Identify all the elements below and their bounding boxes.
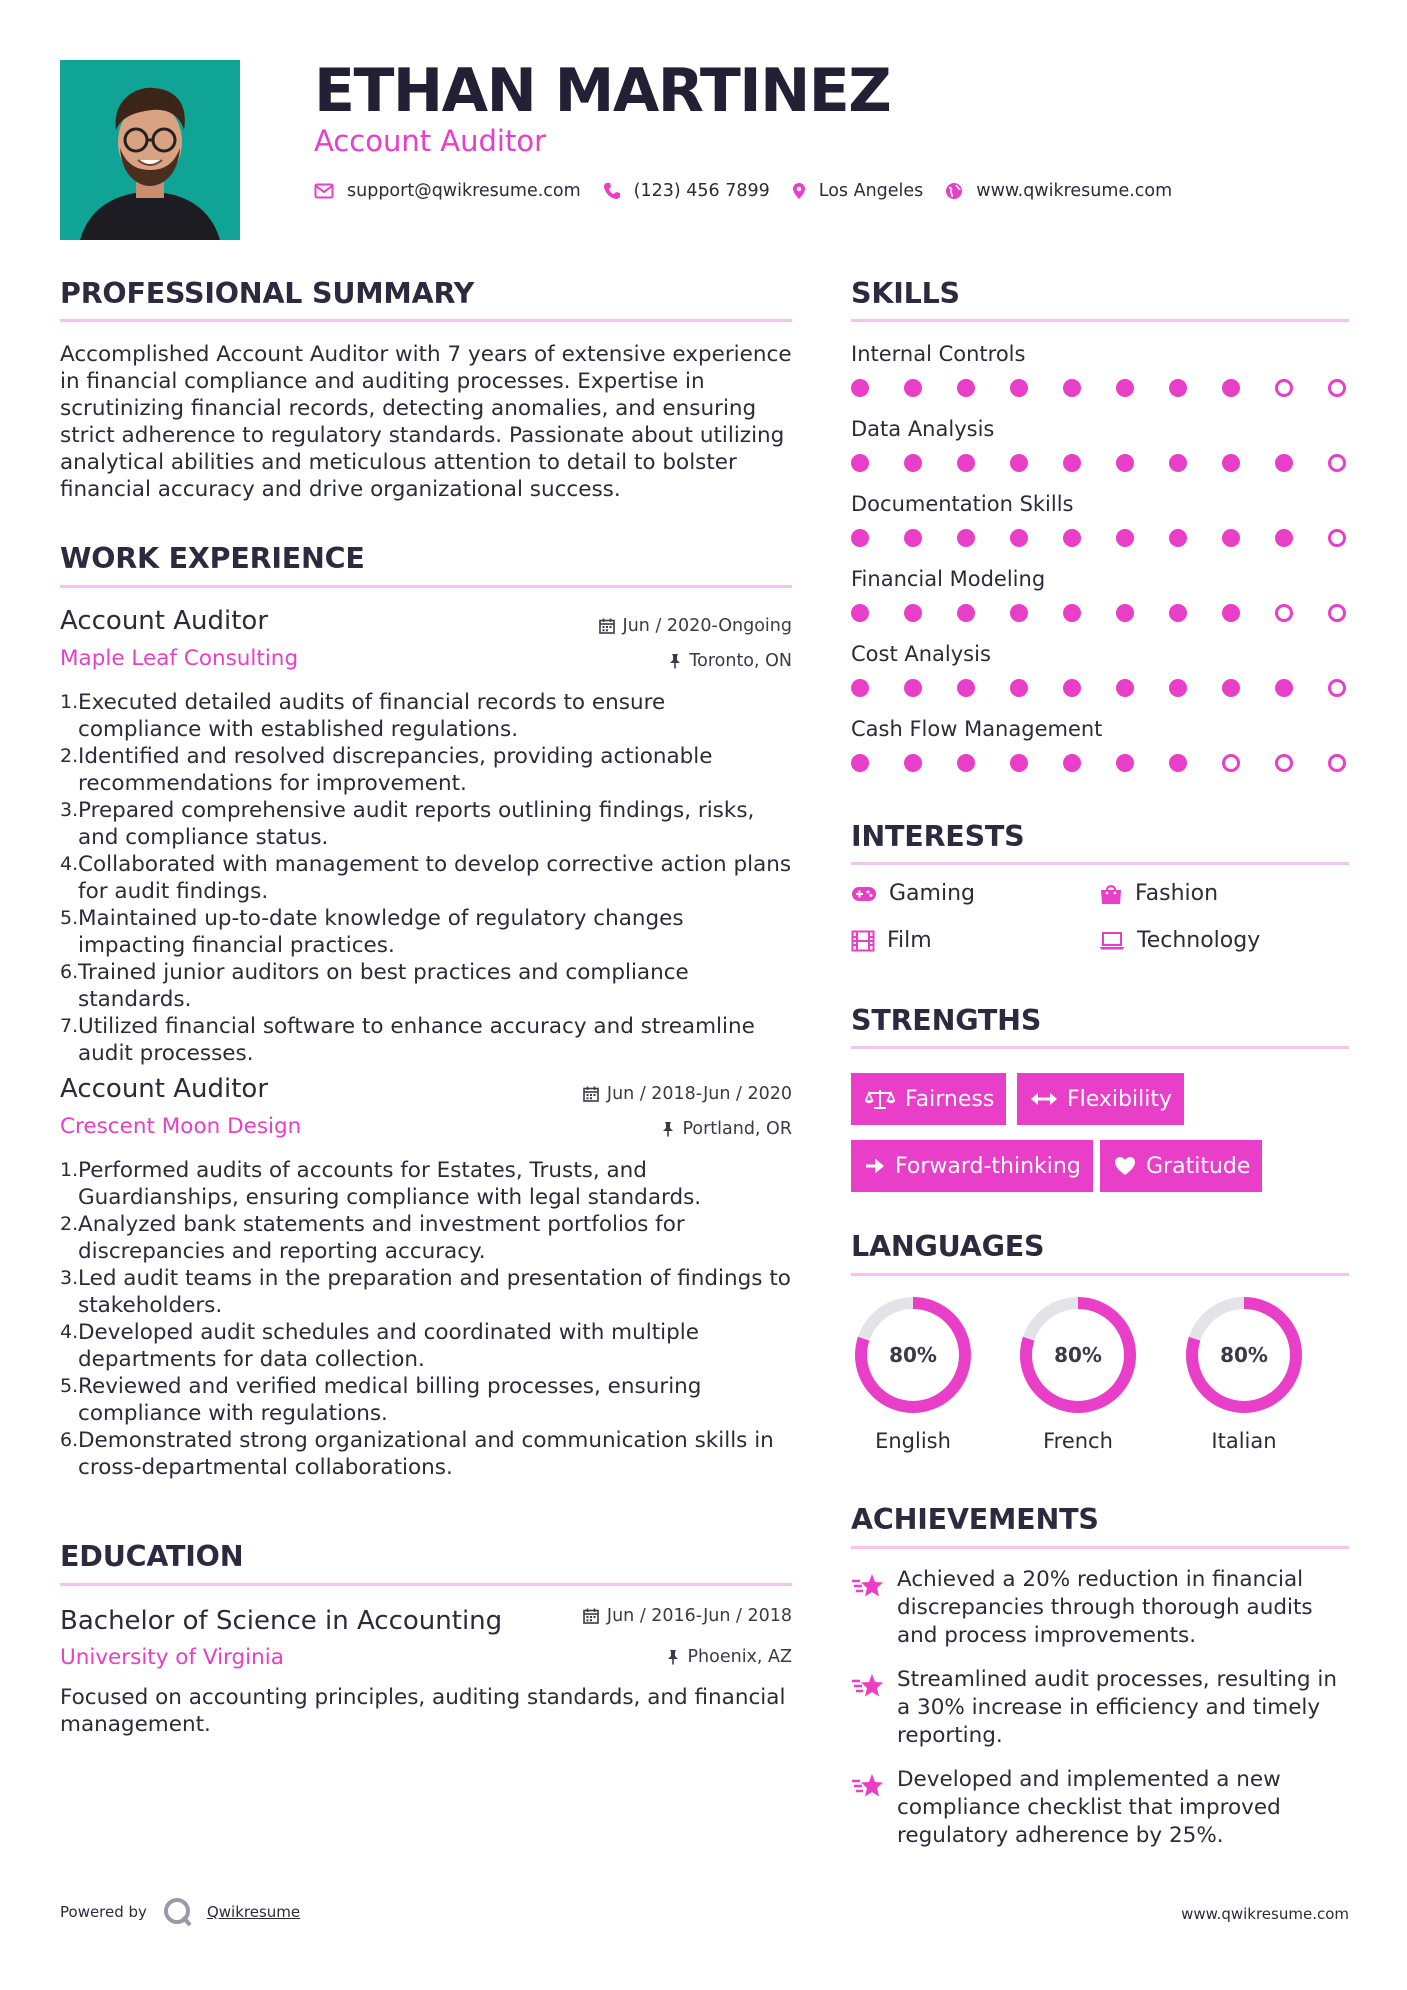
achievement-text: Developed and implemented a new compliance checklist that improved regulatory adherence by 25%. bbox=[897, 1767, 1281, 1848]
language-percent: 80% bbox=[889, 1343, 937, 1367]
languages-divider bbox=[851, 1273, 1349, 1276]
skill-rating bbox=[851, 752, 1349, 774]
skill-name: Financial Modeling bbox=[851, 567, 1046, 591]
email-text: support@qwikresume.com bbox=[347, 181, 581, 201]
strength-tag bbox=[1017, 1073, 1184, 1125]
rating-dot-filled bbox=[1222, 379, 1240, 397]
candidate-name: ETHAN MARTINEZ bbox=[314, 56, 891, 126]
job-title: Account Auditor bbox=[60, 606, 269, 636]
rating-dot-empty bbox=[1328, 379, 1346, 397]
contact-location bbox=[792, 181, 924, 201]
rating-dot-filled bbox=[1169, 454, 1187, 472]
envelope-icon bbox=[314, 183, 334, 199]
interest-fashion bbox=[1099, 881, 1218, 906]
website-text: www.qwikresume.com bbox=[976, 181, 1173, 201]
language-name: French bbox=[1043, 1429, 1113, 1453]
language-item bbox=[1182, 1293, 1306, 1453]
skill-name: Data Analysis bbox=[851, 417, 995, 441]
rating-dot-filled bbox=[851, 604, 869, 622]
list-item: Performed audits of accounts for Estates, Trusts, and Guardianships, ensuring compliance with legal standards. bbox=[78, 1158, 702, 1210]
rating-dot-filled bbox=[904, 379, 922, 397]
star-icon bbox=[851, 1772, 885, 1800]
qwikresume-logo-icon bbox=[161, 1895, 195, 1929]
phone-icon bbox=[603, 182, 621, 200]
skill-rating bbox=[851, 452, 1349, 474]
map-pin-icon bbox=[792, 182, 806, 200]
interest-gaming bbox=[851, 881, 975, 906]
rating-dot-filled bbox=[1116, 679, 1134, 697]
skill-name: Internal Controls bbox=[851, 342, 1026, 366]
summary-divider bbox=[60, 319, 792, 322]
footer-powered-by bbox=[60, 1895, 300, 1929]
rating-dot-filled bbox=[1222, 604, 1240, 622]
strength-tag bbox=[851, 1140, 1093, 1192]
summary-heading: PROFESSIONAL SUMMARY bbox=[60, 277, 475, 310]
strengths-divider bbox=[851, 1046, 1349, 1049]
star-icon bbox=[851, 1572, 885, 1600]
rating-dot-empty bbox=[1328, 454, 1346, 472]
rating-dot-filled bbox=[1063, 679, 1081, 697]
contact-email[interactable] bbox=[314, 181, 581, 201]
rating-dot-filled bbox=[1275, 679, 1293, 697]
rating-dot-filled bbox=[904, 604, 922, 622]
job-responsibilities bbox=[60, 1157, 792, 1481]
rating-dot-empty bbox=[1275, 754, 1293, 772]
interest-technology bbox=[1099, 928, 1260, 953]
education-description: Focused on accounting principles, auditing standards, and financial management. bbox=[60, 1685, 786, 1737]
arrow-right-icon bbox=[865, 1157, 885, 1175]
rating-dot-empty bbox=[1328, 529, 1346, 547]
rating-dot-filled bbox=[957, 454, 975, 472]
experience-divider bbox=[60, 585, 792, 588]
language-proficiency-ring bbox=[851, 1293, 975, 1417]
list-item: Reviewed and verified medical billing processes, ensuring compliance with regulations. bbox=[78, 1374, 702, 1426]
education-heading: EDUCATION bbox=[60, 1540, 244, 1573]
profile-photo bbox=[60, 60, 240, 240]
job-title: Account Auditor bbox=[60, 1074, 269, 1104]
skill-rating bbox=[851, 527, 1349, 549]
film-icon bbox=[851, 930, 875, 952]
language-percent: 80% bbox=[1220, 1343, 1268, 1367]
rating-dot-empty bbox=[1328, 754, 1346, 772]
list-item: Utilized financial software to enhance accuracy and streamline audit processes. bbox=[78, 1014, 755, 1066]
star-icon bbox=[851, 1672, 885, 1700]
laptop-icon bbox=[1099, 931, 1125, 951]
strength-tag bbox=[851, 1073, 1006, 1125]
rating-dot-filled bbox=[1063, 454, 1081, 472]
rating-dot-filled bbox=[1010, 379, 1028, 397]
balance-scale-icon bbox=[865, 1088, 895, 1110]
rating-dot-filled bbox=[957, 754, 975, 772]
strength-label: Fairness bbox=[905, 1086, 995, 1112]
interests-divider bbox=[851, 862, 1349, 865]
rating-dot-filled bbox=[851, 679, 869, 697]
list-item: Trained junior auditors on best practices and compliance standards. bbox=[78, 960, 689, 1012]
language-proficiency-ring bbox=[1016, 1293, 1140, 1417]
rating-dot-filled bbox=[957, 679, 975, 697]
list-item: Identified and resolved discrepancies, providing actionable recommendations for improvement. bbox=[78, 744, 713, 796]
achievement-text: Streamlined audit processes, resulting in a 30% increase in efficiency and timely reporting. bbox=[897, 1667, 1337, 1748]
candidate-role: Account Auditor bbox=[314, 124, 547, 158]
rating-dot-filled bbox=[1116, 754, 1134, 772]
job-location-text: Toronto, ON bbox=[689, 651, 792, 671]
contact-phone[interactable] bbox=[603, 181, 770, 201]
rating-dot-filled bbox=[851, 529, 869, 547]
rating-dot-filled bbox=[1169, 754, 1187, 772]
language-proficiency-ring bbox=[1182, 1293, 1306, 1417]
rating-dot-filled bbox=[1222, 529, 1240, 547]
qwikresume-link[interactable]: Qwikresume bbox=[206, 1903, 301, 1921]
rating-dot-filled bbox=[904, 529, 922, 547]
education-location bbox=[667, 1647, 792, 1667]
skill-name: Cost Analysis bbox=[851, 642, 991, 666]
language-percent: 80% bbox=[1054, 1343, 1102, 1367]
list-item: Maintained up-to-date knowledge of regulatory changes impacting financial practices. bbox=[78, 906, 684, 958]
list-item: Developed audit schedules and coordinated with multiple departments for data collection. bbox=[78, 1320, 699, 1372]
calendar-icon bbox=[599, 618, 615, 634]
globe-icon bbox=[945, 182, 963, 200]
strength-label: Gratitude bbox=[1146, 1153, 1251, 1179]
job-dates bbox=[583, 1084, 792, 1104]
education-divider bbox=[60, 1583, 792, 1586]
rating-dot-filled bbox=[1063, 379, 1081, 397]
calendar-icon bbox=[583, 1086, 599, 1102]
skills-divider bbox=[851, 319, 1349, 322]
strength-label: Forward-thinking bbox=[895, 1153, 1081, 1179]
rating-dot-filled bbox=[904, 454, 922, 472]
education-dates-text: Jun / 2016-Jun / 2018 bbox=[606, 1606, 792, 1626]
job-location bbox=[662, 1119, 792, 1139]
summary-text: Accomplished Account Auditor with 7 years of extensive experience in financial compliance and auditing processes. Expertise in scrutinizing financial records, detecting anomalies, and ensuring strict adherence to regulatory standards. Passionate about utilizing analytical abilities and meticulous attention to detail to bolster financial accuracy and drive organizational success. bbox=[60, 342, 792, 502]
skill-name: Cash Flow Management bbox=[851, 717, 1103, 741]
rating-dot-filled bbox=[851, 754, 869, 772]
powered-by-text: Powered by bbox=[60, 1903, 147, 1921]
rating-dot-filled bbox=[1169, 379, 1187, 397]
job-dates-text: Jun / 2018-Jun / 2020 bbox=[606, 1084, 792, 1104]
skill-rating bbox=[851, 602, 1349, 624]
rating-dot-filled bbox=[1169, 529, 1187, 547]
rating-dot-filled bbox=[1222, 679, 1240, 697]
achievement-text: Achieved a 20% reduction in financial discrepancies through thorough audits and process improvements. bbox=[897, 1567, 1313, 1648]
pushpin-icon bbox=[662, 1121, 674, 1137]
rating-dot-filled bbox=[1010, 754, 1028, 772]
arrows-horizontal-icon bbox=[1031, 1092, 1057, 1106]
experience-heading: WORK EXPERIENCE bbox=[60, 542, 365, 575]
rating-dot-filled bbox=[1169, 604, 1187, 622]
pushpin-icon bbox=[667, 1649, 679, 1665]
interest-label: Film bbox=[887, 928, 932, 953]
interest-label: Fashion bbox=[1135, 881, 1219, 906]
language-name: Italian bbox=[1211, 1429, 1277, 1453]
rating-dot-empty bbox=[1328, 604, 1346, 622]
job-dates-text: Jun / 2020-Ongoing bbox=[622, 616, 792, 636]
phone-text: (123) 456 7899 bbox=[633, 181, 770, 201]
rating-dot-filled bbox=[1063, 754, 1081, 772]
rating-dot-filled bbox=[904, 679, 922, 697]
education-dates bbox=[583, 1606, 792, 1626]
skill-name: Documentation Skills bbox=[851, 492, 1074, 516]
rating-dot-filled bbox=[1169, 679, 1187, 697]
rating-dot-filled bbox=[1010, 679, 1028, 697]
rating-dot-filled bbox=[1116, 529, 1134, 547]
gamepad-icon bbox=[851, 886, 877, 902]
achievement-item bbox=[851, 1766, 1349, 1850]
interest-label: Technology bbox=[1137, 928, 1261, 953]
rating-dot-filled bbox=[1116, 454, 1134, 472]
rating-dot-filled bbox=[851, 379, 869, 397]
achievements-heading: ACHIEVEMENTS bbox=[851, 1503, 1099, 1536]
rating-dot-filled bbox=[1063, 604, 1081, 622]
job-dates bbox=[599, 616, 792, 636]
skill-rating bbox=[851, 377, 1349, 399]
rating-dot-filled bbox=[1063, 529, 1081, 547]
list-item: Analyzed bank statements and investment portfolios for discrepancies and reporting accuracy. bbox=[78, 1212, 685, 1264]
rating-dot-filled bbox=[1275, 529, 1293, 547]
rating-dot-filled bbox=[957, 379, 975, 397]
rating-dot-filled bbox=[1275, 454, 1293, 472]
school-name: University of Virginia bbox=[60, 1645, 284, 1670]
rating-dot-filled bbox=[904, 754, 922, 772]
location-text: Los Angeles bbox=[818, 181, 924, 201]
languages-heading: LANGUAGES bbox=[851, 1230, 1045, 1263]
rating-dot-filled bbox=[957, 604, 975, 622]
list-item: Prepared comprehensive audit reports outlining findings, risks, and compliance status. bbox=[78, 798, 755, 850]
interest-label: Gaming bbox=[889, 881, 975, 906]
rating-dot-filled bbox=[957, 529, 975, 547]
language-name: English bbox=[875, 1429, 951, 1453]
contact-website[interactable] bbox=[945, 181, 1172, 201]
calendar-icon bbox=[583, 1608, 599, 1624]
strength-tag bbox=[1100, 1140, 1262, 1192]
heart-icon bbox=[1114, 1156, 1136, 1176]
company-name: Crescent Moon Design bbox=[60, 1114, 302, 1139]
rating-dot-filled bbox=[851, 454, 869, 472]
job-responsibilities bbox=[60, 689, 792, 1067]
language-item bbox=[851, 1293, 975, 1453]
pushpin-icon bbox=[669, 653, 681, 669]
language-item bbox=[1016, 1293, 1140, 1453]
skills-heading: SKILLS bbox=[851, 277, 960, 310]
shopping-bag-icon bbox=[1099, 883, 1123, 905]
rating-dot-filled bbox=[1010, 529, 1028, 547]
degree-title: Bachelor of Science in Accounting bbox=[60, 1606, 503, 1636]
achievement-item bbox=[851, 1566, 1349, 1650]
footer-website[interactable]: www.qwikresume.com bbox=[1181, 1905, 1349, 1923]
rating-dot-filled bbox=[1010, 454, 1028, 472]
job-location bbox=[669, 651, 792, 671]
rating-dot-empty bbox=[1275, 604, 1293, 622]
strengths-heading: STRENGTHS bbox=[851, 1004, 1042, 1037]
contact-bar bbox=[314, 178, 1194, 204]
list-item: Demonstrated strong organizational and communication skills in cross-departmental collaborations. bbox=[78, 1428, 774, 1480]
achievements-divider bbox=[851, 1546, 1349, 1549]
strength-label: Flexibility bbox=[1067, 1086, 1172, 1112]
company-name: Maple Leaf Consulting bbox=[60, 646, 299, 671]
interests-heading: INTERESTS bbox=[851, 820, 1025, 853]
rating-dot-filled bbox=[1010, 604, 1028, 622]
rating-dot-filled bbox=[1116, 604, 1134, 622]
rating-dot-filled bbox=[1116, 379, 1134, 397]
list-item: Led audit teams in the preparation and presentation of findings to stakeholders. bbox=[78, 1266, 791, 1318]
skill-rating bbox=[851, 677, 1349, 699]
job-location-text: Portland, OR bbox=[682, 1119, 792, 1139]
achievement-item bbox=[851, 1666, 1349, 1750]
list-item: Collaborated with management to develop corrective action plans for audit findings. bbox=[78, 852, 792, 904]
rating-dot-empty bbox=[1328, 679, 1346, 697]
rating-dot-empty bbox=[1275, 379, 1293, 397]
rating-dot-filled bbox=[1222, 454, 1240, 472]
education-location-text: Phoenix, AZ bbox=[687, 1647, 792, 1667]
rating-dot-empty bbox=[1222, 754, 1240, 772]
list-item: Executed detailed audits of financial records to ensure compliance with established regulations. bbox=[78, 690, 666, 742]
interest-film bbox=[851, 928, 932, 953]
